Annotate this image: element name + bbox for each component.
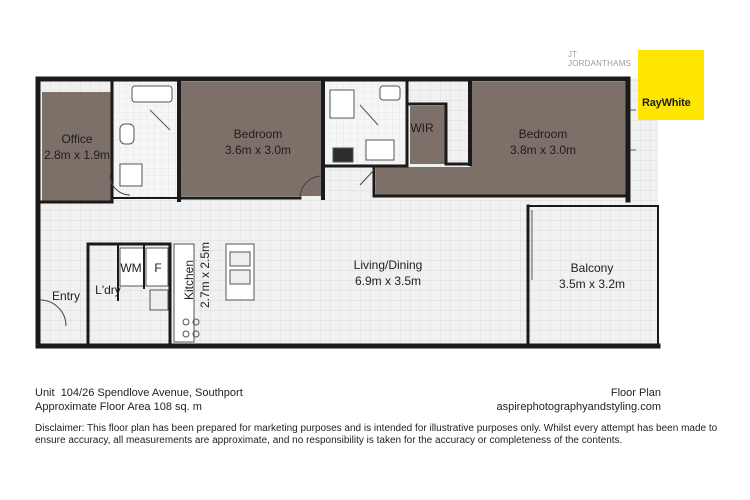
office-name: Office bbox=[61, 132, 93, 146]
living-size: 6.9m x 3.5m bbox=[354, 274, 422, 288]
bedroom2-name: Bedroom bbox=[518, 127, 568, 141]
kitchen-size: 2.7m x 2.5m bbox=[198, 241, 212, 309]
agency-logo bbox=[638, 50, 704, 120]
balcony-name: Balcony bbox=[570, 261, 614, 275]
address-line bbox=[35, 386, 243, 400]
property-info bbox=[35, 386, 243, 414]
wir-name: WIR bbox=[410, 121, 434, 135]
plan-title: Floor Plan bbox=[610, 387, 661, 399]
floor-area-value: 108 sq. m bbox=[153, 401, 202, 413]
laundry-name: L'dry bbox=[95, 283, 121, 297]
floor-area-line bbox=[35, 400, 243, 414]
agent-initials: JT bbox=[568, 50, 577, 59]
office-floor bbox=[42, 92, 112, 202]
disclaimer-text: Disclaimer: This floor plan has been prepared for marketing purposes and is intended for illustrative purposes only. Whilst every attempt has been made to ensure accuracy, all measurements are approximate, and no responsibility is taken for the accuracy or completeness of the contents. bbox=[35, 423, 718, 446]
agent-name: JORDANTHAMS bbox=[568, 59, 632, 68]
unit-label: Unit bbox=[35, 387, 55, 399]
office-size: 2.8m x 1.9m bbox=[43, 148, 111, 162]
bedroom2-size: 3.8m x 3.0m bbox=[509, 143, 577, 157]
bedroom1-name: Bedroom bbox=[233, 127, 283, 141]
floor-area-label: Approximate Floor Area bbox=[35, 401, 151, 413]
wir-floor bbox=[410, 106, 446, 164]
bedroom1-size: 3.6m x 3.0m bbox=[224, 143, 292, 157]
unit-address: 104/26 Spendlove Avenue, Southport bbox=[60, 387, 243, 399]
entry-name: Entry bbox=[51, 289, 81, 303]
wm-name: WM bbox=[120, 261, 142, 275]
agency-logo-text: RayWhite bbox=[642, 97, 691, 109]
plan-website: aspirephotographyandstyling.com bbox=[496, 401, 661, 413]
living-name: Living/Dining bbox=[353, 258, 423, 272]
agent-logo bbox=[568, 50, 638, 68]
balcony-size: 3.5m x 3.2m bbox=[558, 277, 626, 291]
fridge-name: F bbox=[154, 261, 162, 275]
kitchen-name: Kitchen bbox=[182, 259, 196, 301]
plan-info bbox=[497, 386, 662, 414]
